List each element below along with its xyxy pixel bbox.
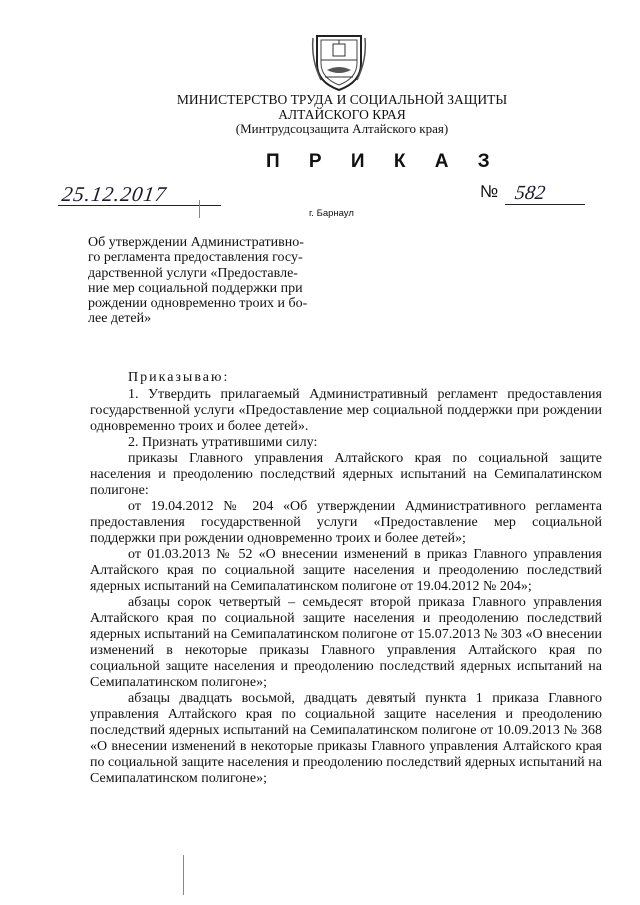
subject-line: дарственной услуги «Предоставле- bbox=[88, 265, 298, 281]
order-word: Приказываю: bbox=[128, 370, 230, 385]
document-type-title: П Р И К А З bbox=[266, 151, 502, 172]
paragraph: 1. Утвердить прилагаемый Административный регламент предоставления государственной услуги «Предоставление мер социальной поддержки при рождении одновременно троих и более детей». bbox=[90, 387, 602, 434]
paragraph: абзацы сорок четвертый – семьдесят второй приказа Главного управления Алтайского края по социальной защите населения и преодолению последствий ядерных испытаний на Семипалатинском полигоне от 15.07.2013 № 303 «О внесении изменений в некоторые приказы Главного управления Алтайского края по социальной защите населения и преодолению последствий ядерных испытаний на Семипалатинском полигоне»; bbox=[90, 595, 602, 690]
scan-mark bbox=[199, 200, 200, 218]
date-underline bbox=[58, 205, 221, 206]
paragraph: приказы Главного управления Алтайского края по социальной защите населения и преодолению последствий ядерных испытаний на Семипалатинском полигоне: bbox=[90, 451, 602, 498]
document-body bbox=[90, 387, 602, 787]
city-label: г. Барнаул bbox=[309, 208, 354, 219]
number-label: № bbox=[480, 182, 499, 201]
paragraph: абзацы двадцать восьмой, двадцать девятый пункта 1 приказа Главного управления Алтайского края по социальной защите населения и преодолению последствий ядерных испытаний на Семипалатинском полигоне от 10.09.2013 № 368 «О внесении изменений в некоторые приказы Главного управления Алтайского края по социальной защите населения и преодолению последствий ядерных испытаний на Семипалатинском полигоне»; bbox=[90, 691, 602, 786]
subject-line: го регламента предоставления госу- bbox=[88, 250, 303, 266]
subject-line: Об утверждении Административно- bbox=[88, 235, 304, 250]
document-subject bbox=[88, 235, 340, 327]
document-date-handwritten: 25.12.2017 bbox=[60, 182, 169, 206]
scan-mark bbox=[183, 855, 184, 895]
paragraph: от 19.04.2012 № 204 «Об утверждении Административного регламента предоставления государственной услуги «Предоставление мер социальной поддержки при рождении одновременно троих и более детей»; bbox=[90, 499, 602, 546]
ministry-short-name: (Минтрудсоцзащита Алтайского края) bbox=[235, 121, 449, 136]
subject-line: лее детей» bbox=[88, 311, 152, 327]
paragraph: от 01.03.2013 № 52 «О внесении изменений в приказ Главного управления Алтайского края по социальной защите населения и преодолению последствий ядерных испытаний на Семипалатинском полигоне от 19.04.2012 № 204»; bbox=[90, 547, 602, 594]
ministry-name-line1: МИНИСТЕРСТВО ТРУДА И СОЦИАЛЬНОЙ ЗАЩИТЫ bbox=[176, 92, 508, 107]
number-underline bbox=[505, 204, 585, 205]
ministry-name-line2: АЛТАЙСКОГО КРАЯ bbox=[278, 107, 406, 122]
subject-line: ние мер социальной поддержки при bbox=[88, 280, 303, 296]
document-number-handwritten: 582 bbox=[513, 182, 547, 204]
paragraph: 2. Признать утратившими силу: bbox=[128, 435, 318, 450]
subject-line: рождении одновременно троих и бо- bbox=[88, 296, 308, 312]
coat-of-arms-emblem bbox=[309, 30, 369, 92]
